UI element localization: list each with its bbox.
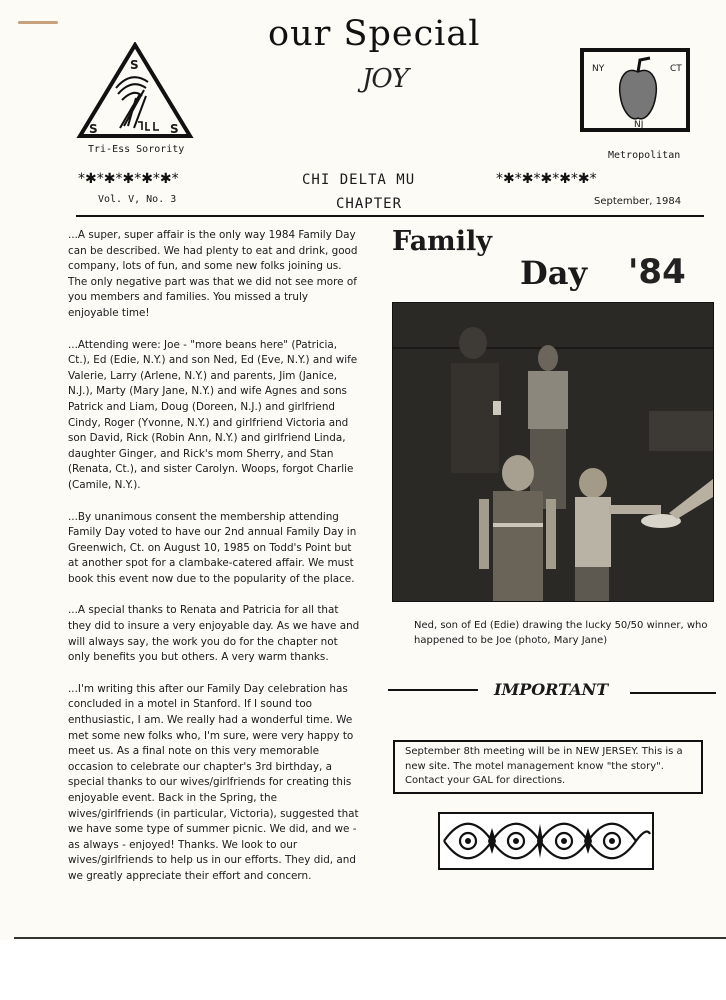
headline-year: '84 xyxy=(628,252,686,292)
article-column xyxy=(68,228,360,901)
logo-letter-right: S xyxy=(170,122,179,136)
page-bottom-edge xyxy=(14,937,726,939)
issue-date: September, 1984 xyxy=(594,196,682,207)
scan-background xyxy=(0,940,726,1000)
headline-day: Day xyxy=(520,254,588,292)
state-ct: CT xyxy=(670,64,682,74)
state-ny: NY xyxy=(592,64,605,74)
tri-ess-caption: Tri-Ess Sorority xyxy=(88,144,185,155)
logo-letter-left: S xyxy=(89,122,98,136)
important-rule-right xyxy=(630,692,716,694)
logo-letter-top: S xyxy=(130,58,139,72)
paper-smudge xyxy=(18,21,58,24)
photo-scene xyxy=(393,303,713,601)
stars-decoration-right: *✱*✱*✱*✱*✱* xyxy=(496,171,597,187)
important-rule-left xyxy=(388,689,478,691)
apple-icon xyxy=(618,56,658,126)
photo-caption: Ned, son of Ed (Edie) drawing the lucky 50/50 winner, who happened to be Joe (photo, Mary Jane) xyxy=(414,620,708,646)
volume-number: Vol. V, No. 3 xyxy=(98,194,177,205)
article-paragraph: ...A super, super affair is the only way 1984 Family Day can be described. We had plenty to eat and drink, good company, lots of fun, and some new folks joining us. The only negative part was that we did not see more of you members and families. You missed a truly enjoyable time! xyxy=(68,229,358,319)
header-rule xyxy=(76,215,704,217)
chapter-name: CHI DELTA MU xyxy=(302,172,416,188)
meeting-notice-box: September 8th meeting will be in NEW JERSEY. This is a new site. The motel management know "the story". Contact your GAL for directions. xyxy=(393,740,703,794)
important-heading: IMPORTANT xyxy=(494,680,609,699)
chapter-label: CHAPTER xyxy=(336,196,403,212)
ornamental-border-icon xyxy=(438,812,654,870)
metropolitan-caption: Metropolitan xyxy=(608,150,681,161)
newsletter-subtitle: JOY xyxy=(362,64,408,94)
article-paragraph: ...I'm writing this after our Family Day celebration has concluded in a motel in Stanford. If I sound too enthusiastic, I am. We really had a wonderful time. We met some new folks who, I'm sure, were very happy to meet us. As a final note on this very memorable occasion to celebrate our chapter's 3rd birthday, a special thanks to our wives/girlfriends for creating this enjoyable event. Back in the Spring, the wives/girlfriends (in particular, Victoria), suggested that we have some type of summer picnic. We did, and we - as always - enjoyed! Thanks. We look to our wives/girlfriends to help us in our efforts. They did, and we greatly appreciate their effort and concern. xyxy=(68,682,359,882)
family-day-photo xyxy=(392,302,714,602)
stars-decoration-left: *✱*✱*✱*✱*✱* xyxy=(78,171,179,187)
headline-family: Family xyxy=(392,226,492,257)
state-nj: NJ xyxy=(634,120,644,130)
article-paragraph: ...A special thanks to Renata and Patricia for all that they did to insure a very enjoyable day. As we have and will always say, the work you do for the chapter not only benefits you but others. A very warm thanks. xyxy=(68,604,360,664)
newsletter-title: our Special xyxy=(268,14,481,54)
article-paragraph: ...By unanimous consent the membership attending Family Day voted to have our 2nd annual Family Day in Greenwich, Ct. on August 10, 1985 on Todd's Point but at another spot for a clambake-catered affair. We must book this event now due to the popularity of the place. xyxy=(68,510,357,585)
article-paragraph: ...Attending were: Joe - "more beans here" (Patricia, Ct.), Ed (Edie, N.Y.) and son Ned, Ed (Eve, N.Y.) and wife Valerie, Larry (Arlene, N.Y.) and parents, Jim (Janice, N.J.), Marty (Mary Jane, N.Y.) and wife Agnes and sons Patrick and Liam, Doug (Doreen, N.J.) and girlfriend Cindy, Roger (Yvonne, N.Y.) and girlfriend Victoria and son David, Rick (Robin Ann, N.Y.) and girlfriend Linda, daughter Ginger, and Rick's mom Sherry, and Stan (Renata, Ct.), and sister Carolyn. Woops, forgot Charlie (Camile, N.Y.). xyxy=(68,338,358,491)
